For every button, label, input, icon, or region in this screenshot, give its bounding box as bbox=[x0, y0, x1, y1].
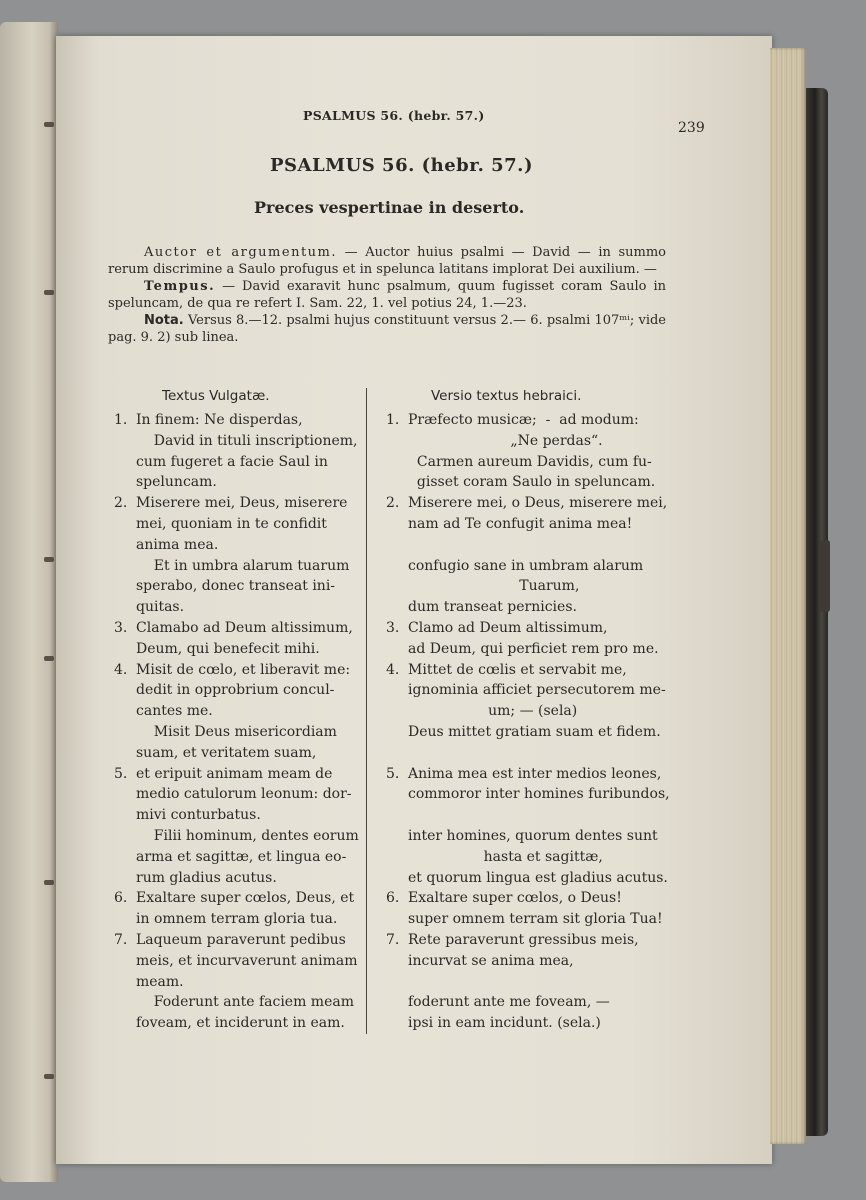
right-text-line: ignominia afficiet persecutorem me- bbox=[408, 682, 666, 699]
left-text-line: Misit de cœlo, et liberavit me: bbox=[136, 661, 351, 678]
right-text-line: Clamo ad Deum altissimum, bbox=[408, 620, 608, 636]
right-text-line: Tuarum, bbox=[408, 578, 580, 595]
left-verse-number: 1. bbox=[114, 412, 128, 428]
right-text-line: Rete paraverunt gressibus meis, bbox=[408, 932, 639, 948]
nota-paragraph bbox=[108, 312, 666, 346]
left-text-line: arma et sagittæ, et lingua eo- bbox=[136, 848, 347, 865]
left-text-line: Et in umbra alarum tuarum bbox=[136, 557, 350, 574]
right-verse-number: 2. bbox=[386, 495, 400, 512]
auctor-paragraph bbox=[108, 244, 666, 278]
right-verse-number: 1. bbox=[386, 412, 400, 428]
left-text-line: anima mea. bbox=[136, 536, 219, 553]
left-text-line: cum fugeret a facie Saul in bbox=[136, 453, 328, 470]
left-text-line: Misit Deus misericordiam bbox=[136, 724, 337, 740]
left-text-line: meis, et incurvaverunt animam bbox=[136, 952, 358, 969]
intro-block bbox=[108, 244, 666, 346]
left-text-line: In finem: Ne disperdas, bbox=[136, 412, 303, 428]
left-text-line: sperabo, donec transeat ini- bbox=[136, 578, 336, 595]
left-text-line: foveam, et inciderunt in eam. bbox=[136, 1015, 345, 1032]
right-text-line: inter homines, quorum dentes sunt bbox=[408, 828, 658, 844]
binding-stitch bbox=[44, 557, 54, 562]
auctor-label: Auctor et argumentum. bbox=[144, 245, 338, 260]
right-text-line: Anima mea est inter medios leones, bbox=[408, 765, 662, 782]
left-verse-number: 6. bbox=[114, 890, 128, 907]
left-text-line: speluncam. bbox=[136, 474, 217, 491]
left-text-line: Deum, qui benefecit mihi. bbox=[136, 640, 320, 657]
binding-stitch bbox=[44, 290, 54, 295]
left-verse-number: 4. bbox=[114, 661, 128, 678]
book-clasp bbox=[820, 540, 830, 612]
nota-label: Nota. bbox=[144, 313, 184, 328]
left-text-line: medio catulorum leonum: dor- bbox=[136, 786, 352, 803]
page-edges bbox=[770, 48, 806, 1144]
left-text-line: Miserere mei, Deus, miserere bbox=[136, 495, 348, 512]
left-text-line: suam, et veritatem suam, bbox=[136, 744, 317, 761]
right-text-line: foderunt ante me foveam, — bbox=[408, 994, 610, 1011]
right-text-line: et quorum lingua est gladius acutus. bbox=[408, 869, 668, 886]
left-text-line: dedit in opprobrium concul- bbox=[136, 682, 335, 699]
left-text-line: in omnem terram gloria tua. bbox=[136, 911, 338, 928]
binding-stitch bbox=[44, 1074, 54, 1079]
left-text-line: meam. bbox=[136, 973, 184, 990]
nota-text: Versus 8.—12. psalmi hujus constituunt versus 2.— 6. psalmi 107ᵐⁱ; vide pag. 9. 2) sub linea. bbox=[108, 313, 666, 345]
left-text-line: Clamabo ad Deum altissimum, bbox=[136, 620, 353, 636]
tempus-paragraph bbox=[108, 278, 666, 312]
right-text-line: Præfecto musicæ; - ad modum: bbox=[408, 412, 639, 428]
psalm-title: PSALMUS 56. (hebr. 57.) bbox=[270, 155, 533, 176]
right-text-line: Mittet de cœlis et servabit me, bbox=[408, 661, 627, 678]
left-text-line: quitas. bbox=[136, 599, 185, 616]
left-text-line: Exaltare super cœlos, Deus, et bbox=[136, 890, 355, 907]
left-verse-number: 2. bbox=[114, 495, 128, 512]
right-verse-number: 4. bbox=[386, 661, 400, 678]
tempus-text: — David exaravit hunc psalmum, quum fugisset coram Saulo in speluncam, de qua re refert I. Sam. 22, 1. vel potius 24, 1.—23. bbox=[108, 279, 666, 311]
right-verse-number: 7. bbox=[386, 932, 400, 948]
left-text-line: David in tituli inscriptionem, bbox=[136, 432, 358, 449]
right-text-line: confugio sane in umbram alarum bbox=[408, 557, 644, 574]
right-verse-number: 6. bbox=[386, 890, 400, 907]
left-text-line: Foderunt ante faciem meam bbox=[136, 994, 354, 1011]
right-text-line: incurvat se anima mea, bbox=[408, 952, 574, 969]
right-verse-number: 3. bbox=[386, 620, 400, 636]
right-text-line: Exaltare super cœlos, o Deus! bbox=[408, 890, 622, 907]
right-text-line: gisset coram Saulo in speluncam. bbox=[408, 474, 656, 491]
binding-stitch bbox=[44, 122, 54, 127]
right-text-line: ipsi in eam incidunt. (sela.) bbox=[408, 1015, 601, 1032]
left-text-line: et eripuit animam meam de bbox=[136, 765, 333, 782]
running-head: PSALMUS 56. (hebr. 57.) bbox=[303, 108, 485, 123]
tempus-label: Tempus. bbox=[144, 279, 216, 294]
left-verse-number: 7. bbox=[114, 932, 128, 948]
right-text-line: Deus mittet gratiam suam et fidem. bbox=[408, 724, 661, 740]
right-text-line: ad Deum, qui perficiet rem pro me. bbox=[408, 640, 659, 657]
right-column-heading: Versio textus hebraici. bbox=[431, 388, 582, 404]
left-text-line: mivi conturbatus. bbox=[136, 807, 261, 824]
right-text-line: „Ne perdas“. bbox=[408, 432, 603, 449]
right-text-line: super omnem terram sit gloria Tua! bbox=[408, 911, 663, 928]
right-text-line: um; — (sela) bbox=[408, 703, 578, 720]
right-text-line: Miserere mei, o Deus, miserere mei, bbox=[408, 495, 668, 512]
right-verse-number: 5. bbox=[386, 765, 400, 782]
right-text-line: dum transeat pernicies. bbox=[408, 599, 577, 616]
page-number: 239 bbox=[678, 120, 705, 136]
left-page-edge bbox=[0, 22, 58, 1182]
left-text-line: cantes me. bbox=[136, 703, 213, 720]
psalm-subtitle: Preces vespertinae in deserto. bbox=[254, 198, 525, 217]
left-verse-number: 3. bbox=[114, 620, 128, 636]
left-text-line: mei, quoniam in te confidit bbox=[136, 516, 327, 532]
auctor-text: — Auctor huius psalmi — David — in summo rerum discrimine a Saulo profugus et in spelunca latitans implorat Dei auxilium. — bbox=[108, 245, 666, 277]
left-text-line: Laqueum paraverunt pedibus bbox=[136, 932, 346, 948]
left-text-line: Filii hominum, dentes eorum bbox=[136, 828, 359, 844]
left-text-line: rum gladius acutus. bbox=[136, 869, 277, 886]
binding-stitch bbox=[44, 880, 54, 885]
book-cover bbox=[806, 88, 828, 1136]
right-text-line: hasta et sagittæ, bbox=[408, 848, 603, 865]
binding-stitch bbox=[44, 656, 54, 661]
right-text-line: commoror inter homines furibundos, bbox=[408, 786, 670, 803]
column-divider bbox=[366, 388, 367, 1034]
left-verse-number: 5. bbox=[114, 765, 128, 782]
right-text-line: Carmen aureum Davidis, cum fu- bbox=[408, 453, 652, 470]
right-text-line: nam ad Te confugit anima mea! bbox=[408, 516, 633, 532]
left-column-heading: Textus Vulgatæ. bbox=[162, 388, 270, 404]
